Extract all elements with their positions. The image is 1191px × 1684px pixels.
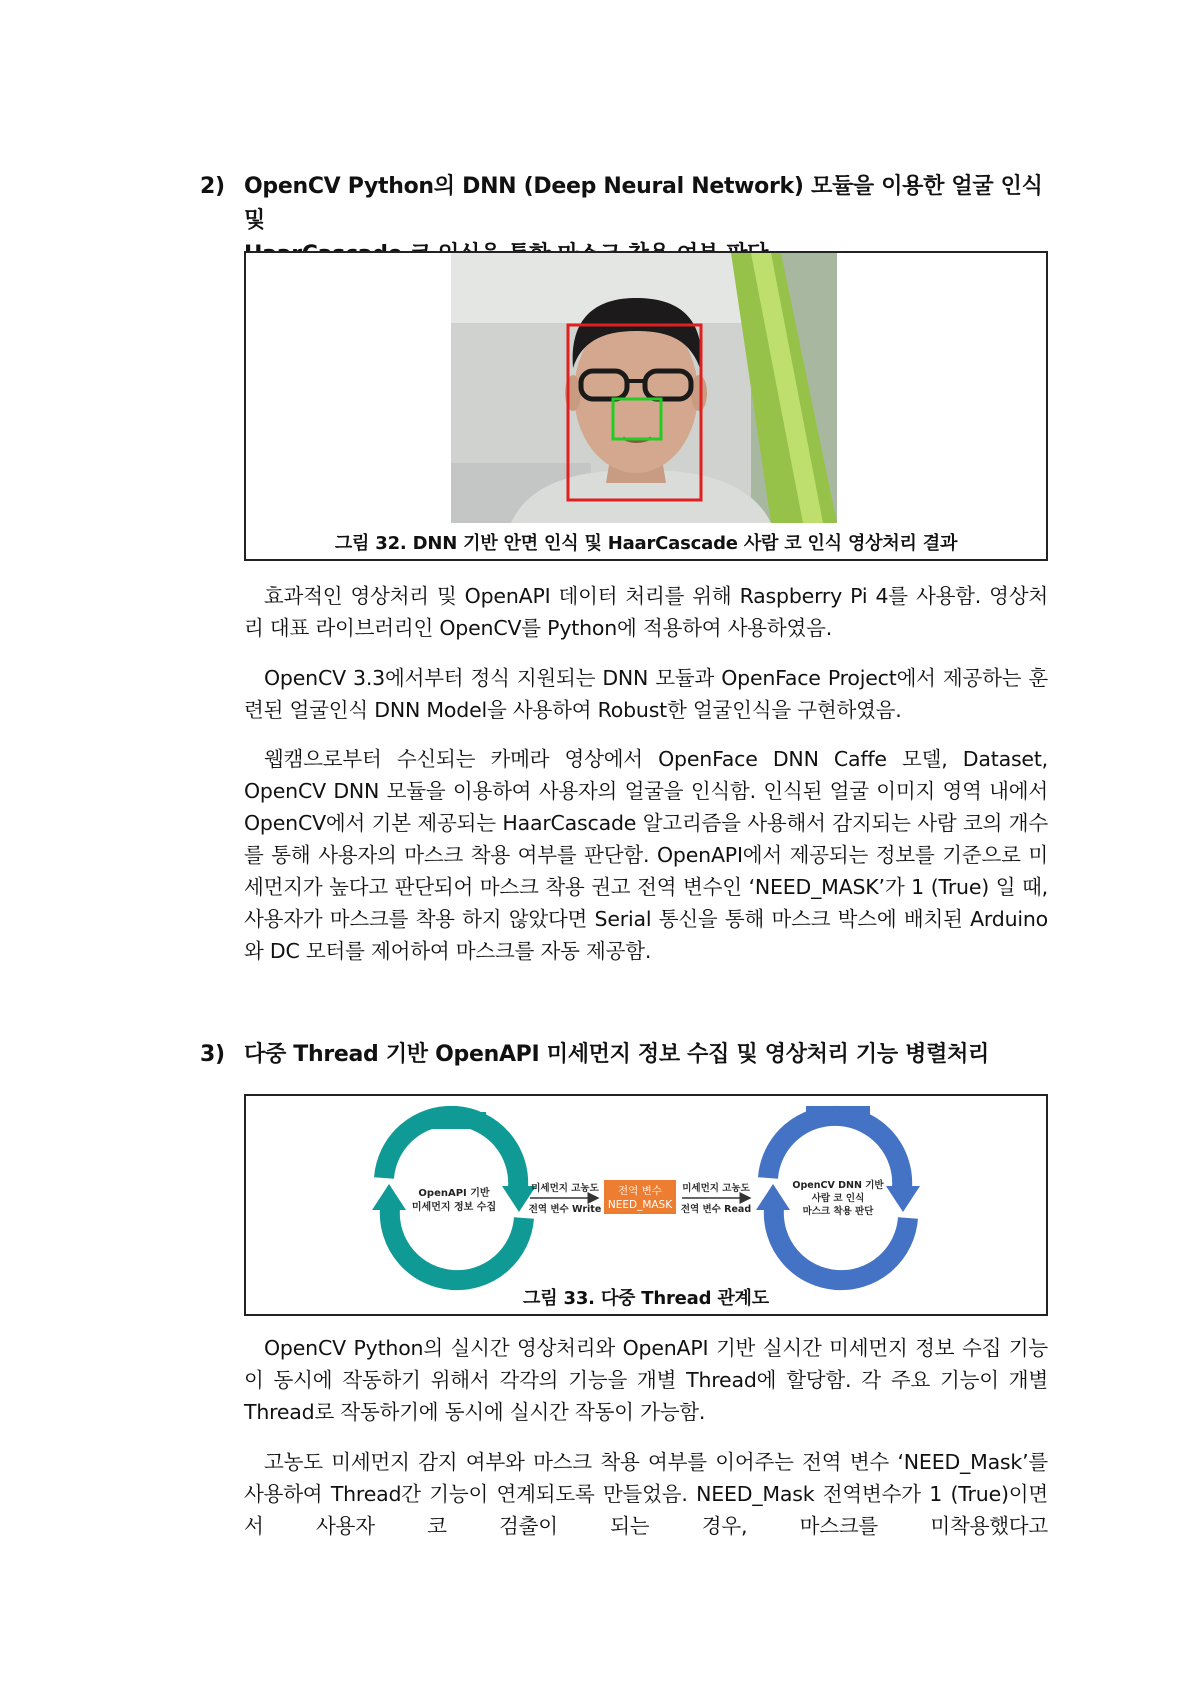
thread-relation-diagram [246, 1096, 1046, 1314]
face-recognition-photo [451, 253, 837, 523]
section-2-heading [200, 170, 1060, 238]
thread-2-label-line-3: 마스크 착용 판단 [802, 1206, 874, 1217]
thread-2-tag-text: Thread #2 [813, 1110, 863, 1122]
paragraph-s2-2: OpenCV 3.3에서부터 정식 지원되는 DNN 모듈과 OpenFace Project에서 제공하는 훈련된 얼굴인식 DNN Model을 사용하여 Robust한 얼굴인식을 구현하였음. [244, 666, 1048, 722]
figure-33-caption: 그림 33. 다중 Thread 관계도 [523, 1288, 769, 1309]
thread-2-label-line-2: 사람 코 인식 [811, 1193, 865, 1204]
write-label-line-2: 전역 변수 Write [528, 1204, 602, 1215]
paragraph-s3-1: OpenCV Python의 실시간 영상처리와 OpenAPI 기반 실시간 미세먼지 정보 수집 기능이 동시에 작동하기 위해서 각각의 기능을 개별 Thread에 할당함. 각 주요 기능이 개별 Thread로 작동하기에 동시에 실시간 작동이 가능함. [244, 1336, 1048, 1424]
section-title-line-1: OpenCV Python의 DNN (Deep Neural Network) 모듈을 이용한 얼굴 인식 및 [244, 174, 1043, 233]
section-number: 2) [200, 174, 225, 199]
section-3-heading [200, 1038, 1060, 1072]
paragraph-s2-3: 웹캠으로부터 수신되는 카메라 영상에서 OpenFace DNN Caffe 모델, Dataset, OpenCV DNN 모듈을 이용하여 사용자의 얼굴을 인식함. 인식된 얼굴 이미지 영역 내에서 OpenCV에서 기본 제공되는 HaarCascade 알고리즘을 사용해서 감지되는 사람 코의 개수를 통해 사용자의 마스크 착용 여부를 판단함. OpenAPI에서 제공되는 정보를 기준으로 미세먼지가 높다고 판단되어 마스크 착용 권고 전역 변수인 ‘NEED_MASK’가 1 (True) 일 때, 사용자가 마스크를 착용 하지 않았다면 Serial 통신을 통해 마스크 박스에 배치된 Arduino와 DC 모터를 제어하여 마스크를 자동 제공함. [244, 747, 1048, 963]
thread-1-tag-text: Thread #1 [429, 1116, 479, 1128]
section-title: 다중 Thread 기반 OpenAPI 미세먼지 정보 수집 및 영상처리 기능 병렬처리 [244, 1042, 989, 1067]
thread-2-label-line-1: OpenCV DNN 기반 [792, 1180, 884, 1191]
paragraph-s3-2: 고농도 미세먼지 감지 여부와 마스크 착용 여부를 이어주는 전역 변수 ‘NEED_Mask’를 사용하여 Thread간 기능이 연계되도록 만들었음. NEED_Mask 전역변수가 1 (True)이면서 사용자 코 검출이 되는 경우, 마스크를 미착용했다고 [244, 1450, 1048, 1538]
section-number: 3) [200, 1042, 225, 1067]
paragraph-s2-1: 효과적인 영상처리 및 OpenAPI 데이터 처리를 위해 Raspberry Pi 4를 사용함. 영상처리 대표 라이브러리인 OpenCV를 Python에 적용하여 사용하였음. [244, 584, 1048, 640]
figure-33 [244, 1094, 1048, 1316]
read-label-line-1: 미세먼지 고농도 [682, 1183, 750, 1194]
global-variable-label-1: 전역 변수 [618, 1185, 662, 1197]
webcam-frame-image [451, 253, 837, 523]
figure-32-caption: 그림 32. DNN 기반 안면 인식 및 HaarCascade 사람 코 인식 영상처리 결과 [334, 533, 958, 554]
thread-1-label-line-2: 미세먼지 정보 수집 [411, 1202, 497, 1213]
write-label-line-1: 미세먼지 고농도 [531, 1183, 599, 1194]
global-variable-label-2: NEED_MASK [607, 1199, 673, 1211]
read-label-line-2: 전역 변수 Read [680, 1204, 752, 1215]
figure-32 [244, 251, 1048, 561]
thread-1-label-line-1: OpenAPI 기반 [418, 1188, 490, 1199]
